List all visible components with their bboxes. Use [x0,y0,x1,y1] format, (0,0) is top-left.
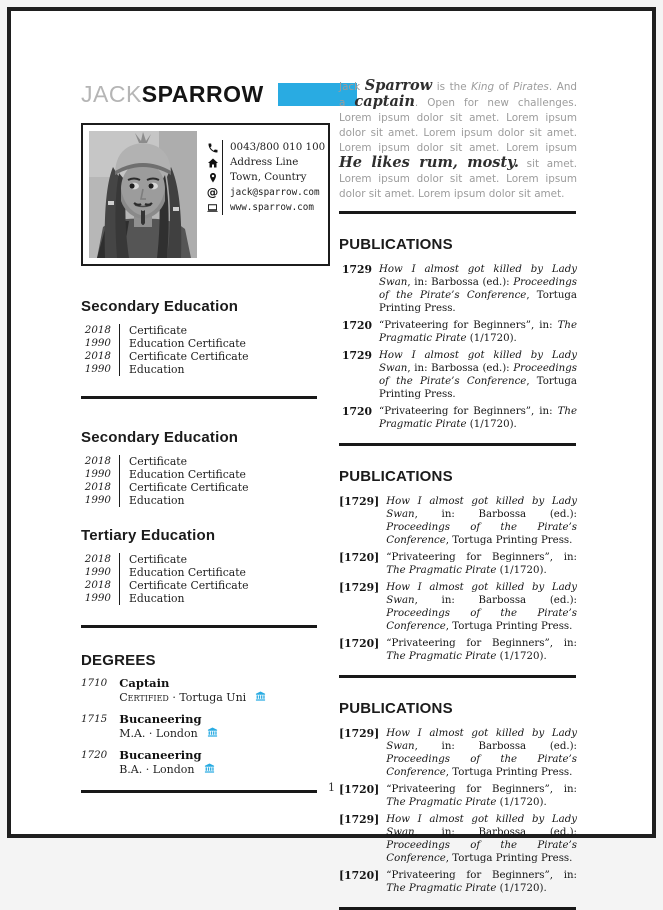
divider-rule [339,211,576,214]
name-header [81,81,331,107]
publication-segment: The Pragmatic Pirate [386,651,497,662]
publication-segment: , Tortuga Printing Press. [445,535,573,546]
publications-heading: PUBLICATIONS [339,468,453,485]
publication-text [379,349,577,401]
about-segment: . Open for new challenges. Lorem ipsum dolor sit amet. Lorem ipsum dolor sit amet. Lorem ipsum dolor sit amet. Lorem ipsum dolor sit amet. Lorem ipsum [339,97,577,154]
education-year: 2018 [84,579,111,591]
education-label: Education Certificate [119,337,246,350]
degree-year: 1715 [81,713,108,725]
publication-segment: How I almost got killed by Lady Swan [386,496,577,520]
degree-title: Captain [119,676,170,690]
publication-segment: Proceedings of the Pirate’s Conference [386,840,577,864]
publication-segment: , Tortuga Printing Press. [379,290,578,314]
contact-value: Town, Country [222,170,306,185]
publications-block [339,236,577,910]
education-section [81,429,331,507]
education-row [81,494,331,507]
publication-year: [1729] [339,495,380,508]
about-segment: He likes rum, mosty. [339,154,519,171]
divider-rule [339,675,576,678]
degree-body [119,712,217,742]
publication-year: 1729 [341,349,372,362]
publication-text [386,637,577,663]
publication-year: [1720] [339,869,380,882]
university-icon [204,763,215,778]
education-heading: Secondary Education [81,298,239,315]
degree-separator: · [168,691,180,704]
publication-segment: , Tortuga Printing Press. [445,853,573,864]
education-label: Certificate [119,324,187,337]
publication-year: [1720] [339,637,380,650]
contact-value: www.sparrow.com [222,200,314,215]
publication-segment: , in: Barbossa (ed.): [414,595,577,606]
contact-value: jack@sparrow.com [222,185,320,200]
education-label: Education [119,592,184,605]
publications-list [339,727,577,895]
publication-segment: Proceedings of the Pirate’s Conference [379,363,577,387]
education-label: Education [119,494,184,507]
degree-institution: London [155,727,198,740]
publication-text [386,813,577,865]
publication-segment: How I almost got killed by Lady Swan [386,582,577,606]
publication-text [386,551,577,577]
divider-rule [81,396,317,399]
education-section [81,527,331,605]
publication-segment: Proceedings of the Pirate’s Conference [386,754,577,778]
publication-segment: “Privateering for Beginners”, in: [379,406,558,417]
publication-entry [339,405,577,431]
phone-icon [203,142,222,154]
publication-text [386,495,577,547]
about-segment: Pirates [513,81,549,93]
at-icon: @ [206,185,219,199]
publications-heading: PUBLICATIONS [339,700,453,717]
degrees-list [81,676,331,778]
publication-entry [339,869,577,895]
degree-separator: · [142,763,153,776]
education-label: Education [119,363,184,376]
publication-year: [1720] [339,783,380,796]
publication-segment: (1/1720). [496,651,547,662]
profile-card [81,123,330,266]
publication-entry [339,349,577,401]
about-paragraph [339,79,577,202]
about-segment: captain [354,93,415,110]
contact-row [203,155,325,170]
education-label: Education Certificate [119,468,246,481]
degree-row [81,748,331,778]
publication-segment: “Privateering for Beginners”, in: [386,784,577,795]
publication-year: 1720 [341,405,372,418]
publication-segment: The Pragmatic Pirate [386,797,497,808]
education-year: 1990 [84,566,111,578]
publication-segment: , in: Barbossa (ed.): [414,827,577,838]
publication-segment: Proceedings of the Pirate’s Conference [379,277,577,301]
education-label: Certificate [119,553,187,566]
publication-segment: “Privateering for Beginners”, in: [379,320,558,331]
education-heading: Secondary Education [81,429,239,446]
degrees-heading: DEGREES [81,652,156,669]
publication-year: 1720 [341,319,372,332]
education-label: Certificate Certificate [119,481,248,494]
publications-section [339,468,577,663]
publication-entry [339,813,577,865]
publication-segment: , Tortuga Printing Press. [379,376,578,400]
education-row [81,455,331,468]
contact-row [203,140,325,155]
left-column [81,73,331,793]
divider-rule [81,625,317,628]
degree-qualifier: Certified [119,691,169,704]
publication-text [379,319,577,345]
publication-segment: , in: Barbossa (ed.): [414,741,577,752]
publication-segment: (1/1720). [496,883,547,894]
degree-body [119,676,266,706]
education-row [81,363,331,376]
publication-segment: How I almost got killed by Lady Swan [386,814,577,838]
education-year: 1990 [84,363,111,375]
publication-text [379,263,577,315]
degree-row [81,712,331,742]
education-year: 1990 [84,468,111,480]
education-year: 1990 [84,592,111,604]
location-pin-icon [203,172,222,184]
publication-segment: Proceedings of the Pirate’s Conference [386,608,577,632]
university-icon [255,691,266,706]
contact-row [203,200,325,215]
about-segment: Sparrow [364,77,433,94]
publication-entry [339,495,577,547]
university-icon [207,727,218,742]
education-year: 2018 [84,481,111,493]
education-row [81,350,331,363]
contact-row [203,170,325,185]
publication-year: 1729 [341,263,372,276]
publication-segment: (1/1720). [466,333,517,344]
publication-segment: The Pragmatic Pirate [379,406,577,430]
degrees-section [81,652,331,778]
publication-segment: (1/1720). [496,565,547,576]
education-section [81,298,331,376]
education-label: Certificate Certificate [119,579,248,592]
publication-segment: How I almost got killed by Lady Swan [386,728,577,752]
publications-list [339,495,577,663]
about-segment: Jack [339,81,365,93]
publication-segment: , in: Barbossa (ed.): [407,277,514,288]
degree-detail [119,726,217,742]
publication-year: [1729] [339,581,380,594]
publication-year: [1729] [339,727,380,740]
education-row [81,468,331,481]
degree-body [119,748,214,778]
publication-segment: The Pragmatic Pirate [379,320,577,344]
page-number: 1 [328,781,335,794]
education-year: 1990 [84,337,111,349]
publication-entry [339,727,577,779]
publication-segment: Proceedings of the Pirate’s Conference [386,522,577,546]
publication-segment: (1/1720). [496,797,547,808]
degree-qualifier: M.A. [119,727,146,740]
education-year: 2018 [84,553,111,565]
publications-section [339,236,577,431]
about-segment: of [494,81,514,93]
publication-segment: , in: Barbossa (ed.): [414,509,577,520]
publication-entry [339,263,577,315]
degree-institution: Tortuga Uni [179,691,247,704]
publication-year: [1720] [339,551,380,564]
degree-qualifier: B.A. [119,763,143,776]
education-heading: Tertiary Education [81,527,216,544]
about-segment: King [471,81,495,93]
education-label: Certificate [119,455,187,468]
publication-entry [339,637,577,663]
publication-text [386,869,577,895]
publication-segment: “Privateering for Beginners”, in: [386,870,577,881]
publications-heading: PUBLICATIONS [339,236,453,253]
publications-section [339,700,577,895]
education-year: 2018 [84,455,111,467]
education-label: Certificate Certificate [119,350,248,363]
education-list [81,553,331,605]
contact-row [203,185,325,200]
degree-title: Bucaneering [119,712,202,726]
publication-segment: , in: Barbossa (ed.): [407,363,514,374]
publication-segment: How I almost got killed by Lady Swan [379,264,577,288]
publication-segment: , Tortuga Printing Press. [445,621,573,632]
education-block [81,298,331,628]
publication-segment: , Tortuga Printing Press. [445,767,573,778]
about-segment: . And a [339,81,577,109]
education-row [81,592,331,605]
publication-text [379,405,577,431]
education-row [81,553,331,566]
contact-value: 0043/800 010 100 [222,140,325,155]
publication-segment: “Privateering for Beginners”, in: [386,552,577,563]
profile-photo [89,131,197,258]
publication-segment: The Pragmatic Pirate [386,565,497,576]
publications-list [339,263,577,431]
about-segment: is the [432,81,472,93]
contact-list [203,140,325,258]
education-row [81,481,331,494]
education-year: 2018 [84,350,111,362]
laptop-icon [203,202,222,214]
last-name: SPARROW [141,81,264,107]
publication-segment: “Privateering for Beginners”, in: [386,638,577,649]
degree-detail [119,762,214,778]
degree-title: Bucaneering [119,748,202,762]
degree-year: 1710 [81,677,108,689]
education-year: 1990 [84,494,111,506]
publication-entry [339,581,577,633]
education-label: Education Certificate [119,566,246,579]
degree-row [81,676,331,706]
education-list [81,455,331,507]
first-name: JACK [81,81,142,107]
about-segment: sit amet. Lorem ipsum dolor sit amet. Lorem ipsum dolor sit amet. Lorem ipsum dolor sit amet. [339,158,577,200]
publication-segment: (1/1720). [466,419,517,430]
education-row [81,337,331,350]
publication-entry [339,551,577,577]
cv-page [7,7,656,894]
degree-separator: · [145,727,156,740]
home-icon [203,157,222,169]
education-row [81,579,331,592]
education-year: 2018 [84,324,111,336]
publication-entry [339,319,577,345]
degree-detail [119,690,266,706]
degree-institution: London [152,763,195,776]
education-list [81,324,331,376]
divider-rule [339,443,576,446]
publication-segment: How I almost got killed by Lady Swan [379,350,577,374]
education-row [81,566,331,579]
publication-year: [1729] [339,813,380,826]
publication-text [386,581,577,633]
publication-text [386,727,577,779]
education-row [81,324,331,337]
degree-year: 1720 [81,749,108,761]
contact-value: Address Line [222,155,298,170]
publication-segment: The Pragmatic Pirate [386,883,497,894]
